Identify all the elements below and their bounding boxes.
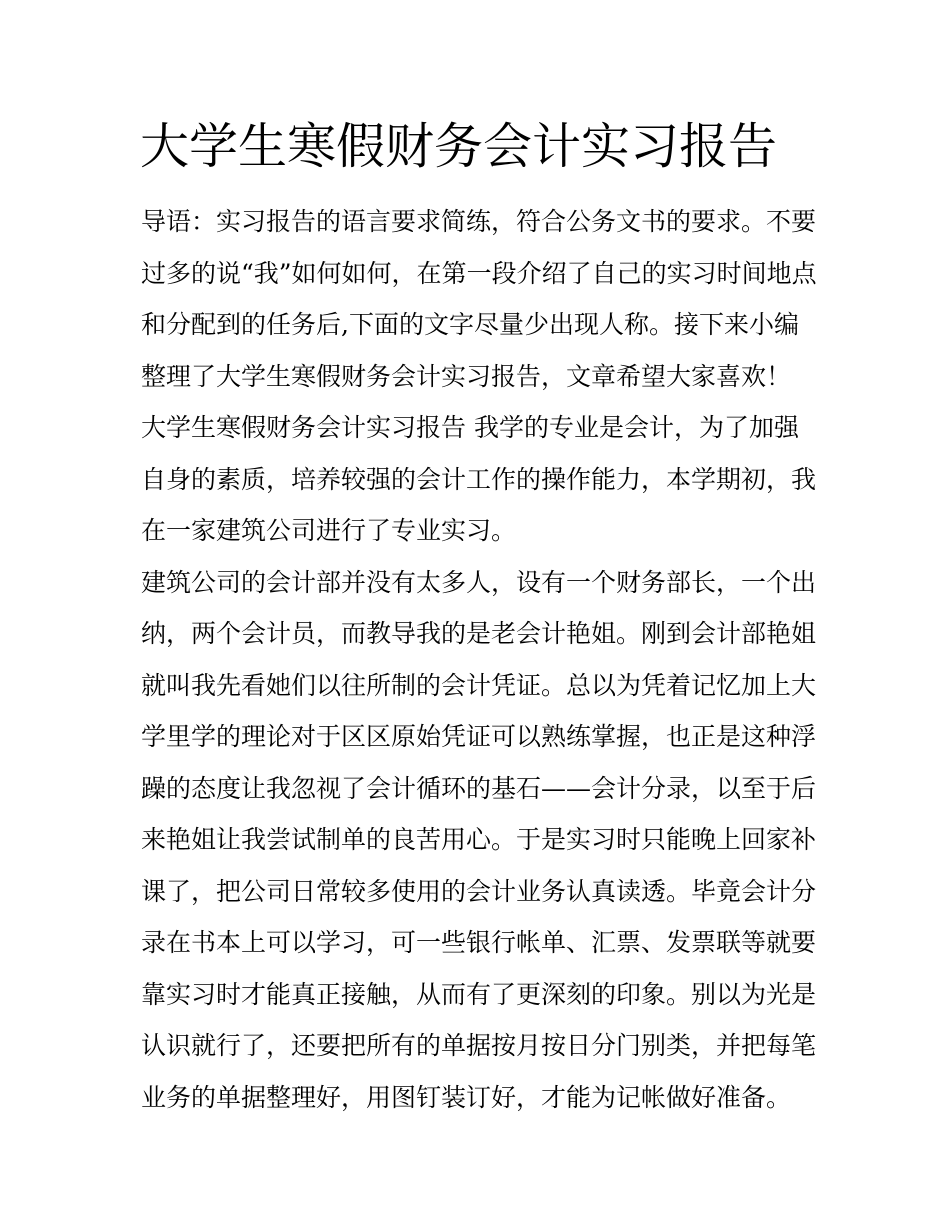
- body-line-15: 录在书本上可以学习，可一些银行帐单、汇票、发票联等就要: [141, 928, 817, 957]
- body-line-16: 靠实习时才能真正接触，从而有了更深刻的印象。别以为光是: [141, 979, 817, 1009]
- body-line-2: 过多的说“我”如何如何，在第一段介绍了自己的实习时间地点: [141, 258, 817, 288]
- body-line-11: 学里学的理论对于区区原始凭证可以熟练掌握，也正是这种浮: [141, 722, 817, 751]
- body-line-13: 来艳姐让我尝试制单的良苦用心。于是实习时只能晚上回家补: [141, 825, 817, 854]
- body-line-7: 在一家建筑公司进行了专业实习。: [141, 516, 517, 545]
- body-line-4: 整理了大学生寒假财务会计实习报告，文章希望大家喜欢！: [141, 361, 792, 391]
- document-body: [141, 196, 817, 1123]
- body-line-18: 业务的单据整理好，用图钉装订好，才能为记帐做好准备。: [141, 1082, 792, 1112]
- body-line-9: 纳，两个会计员，而教导我的是老会计艳姐。刚到会计部艳姐: [141, 619, 817, 648]
- body-line-10: 就叫我先看她们以往所制的会计凭证。总以为凭着记忆加上大: [141, 670, 817, 700]
- body-line-12: 躁的态度让我忽视了会计循环的基石——会计分录，以至于后: [141, 773, 817, 803]
- body-line-17: 认识就行了，还要把所有的单据按月按日分门别类，并把每笔: [141, 1031, 817, 1060]
- body-line-6: 自身的素质，培养较强的会计工作的操作能力，本学期初，我: [141, 464, 817, 494]
- document-title: 大学生寒假财务会计实习报告: [140, 118, 778, 175]
- body-line-1: 导语：实习报告的语言要求简练，符合公务文书的要求。不要: [141, 207, 817, 236]
- body-line-3: 和分配到的任务后,下面的文字尽量少出现人称。接下来小编: [141, 310, 799, 339]
- body-line-5: 大学生寒假财务会计实习报告 我学的专业是会计，为了加强: [141, 413, 799, 442]
- body-line-14: 课了，把公司日常较多使用的会计业务认真读透。毕竟会计分: [141, 876, 817, 906]
- body-line-8: 建筑公司的会计部并没有太多人，设有一个财务部长，一个出: [141, 567, 817, 597]
